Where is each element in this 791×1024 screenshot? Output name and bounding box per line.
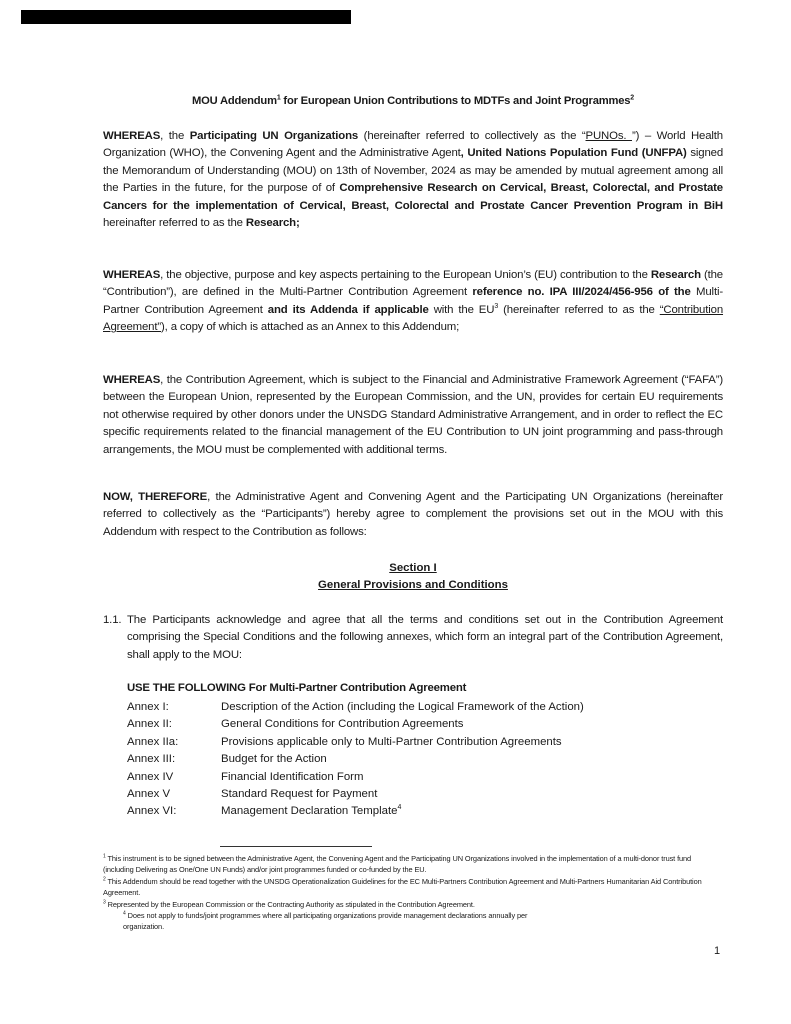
whereas-paragraph-1 (103, 128, 723, 232)
annex-description: Financial Identification Form (221, 770, 364, 783)
footnote-2 (103, 876, 723, 899)
research-title: Comprehensive Research on Cervical, Breast, Colorectal, and Prostate Cancers for the implementation of Cervical, Breast, Colorectal and Prostate Cancer Prevention Program in BiH (103, 182, 723, 212)
annex-label: Annex VI: (127, 805, 177, 818)
annex-description: General Conditions for Contribution Agreements (221, 718, 464, 731)
text: with the EU (428, 303, 495, 316)
whereas-keyword: WHEREAS (103, 374, 161, 386)
text: hereinafter referred to as the (103, 217, 246, 230)
text: (hereinafter referred to collectively as the “ (358, 130, 586, 142)
annex-item (127, 751, 584, 768)
section-number: Section I (389, 562, 437, 574)
text: ”) – World Health Organization (WHO), the Convening Agent and the Administrative Agent (103, 130, 723, 160)
bold-text: and its Addenda if applicable (267, 303, 429, 316)
footnote-number: 1 (103, 853, 106, 860)
annex-description: Description of the Action (including the Logical Framework of the Action) (221, 701, 584, 713)
annex-label: Annex IIa: (127, 735, 179, 748)
footnote-text: Does not apply to funds/joint programmes where all participating organizations provide management declarations annually per (125, 911, 528, 921)
text: (the “Contribution”), are defined in the Multi-Partner Contribution Agreement (103, 269, 723, 299)
annex-label: Annex I: (127, 701, 169, 713)
annex-description-text: Management Declaration Template (221, 805, 398, 818)
annex-label: Annex V (127, 788, 171, 801)
annex-description: Provisions applicable only to Multi-Partner Contribution Agreements (221, 735, 562, 748)
text: Multi-Partner Contribution Agreement (103, 286, 723, 316)
footnote-1 (103, 853, 723, 876)
annex-label: Annex III: (127, 753, 176, 766)
annex-item (127, 769, 584, 786)
bold-text: Research (650, 269, 701, 281)
annex-item (127, 716, 584, 733)
whereas-keyword: WHEREAS (103, 130, 161, 142)
footnote-number: 4 (123, 910, 126, 917)
section-title: General Provisions and Conditions (318, 579, 508, 592)
text: , the Contribution Agreement, which is subject to the Financial and Administrative Framework Agreement (“FAFA”) between the European Union, represented by the European Commission, and the UN, provides for certain EU requirements not otherwise required by other donors under the UNSDG Standard Administrative Arrangement, and in order to reflect the EC specific requirements related to the financial management of the EU Contribution to UN joint programming and pass-through arrangements, the MOU must be complemented with additional terms. (103, 374, 723, 456)
bold-text: , United Nations Population Fund (UNFPA) (460, 147, 687, 160)
annex-label: Annex IV (127, 770, 174, 783)
footnote-ref-4[interactable]: 4 (397, 804, 402, 812)
footnote-ref-1[interactable]: 1 (276, 94, 281, 102)
annex-heading-rest: For Multi-Partner Contribution Agreement (245, 682, 467, 694)
annex-item (127, 786, 584, 803)
document-title (103, 95, 723, 107)
whereas-keyword: WHEREAS (103, 269, 161, 281)
annex-heading-bold: USE THE FOLLOWING (127, 682, 246, 694)
text: , the Administrative Agent and Convening Agent and the Participating UN Organizations (hereinafter referred to collectively as the “Participants”) hereby agree to complement the provisions set out in the MOU with this Addendum with respect to the Contribution as follows: (103, 491, 723, 538)
annex-item (127, 734, 584, 751)
whereas-paragraph-2 (103, 267, 723, 337)
annex-description: Standard Request for Payment (221, 788, 378, 801)
title-text-rest: for European Union Contributions to MDTFs and Joint Programmes (280, 95, 631, 107)
footnotes (103, 853, 723, 933)
annex-description (221, 803, 401, 820)
annex-list-heading (127, 682, 466, 694)
whereas-paragraph-3 (103, 372, 723, 459)
footnote-ref-2[interactable]: 2 (630, 94, 634, 102)
agreement-reference: reference no. IPA III/2024/456-956 of the (472, 286, 691, 299)
text: , the (160, 130, 190, 142)
annex-list (127, 699, 584, 821)
title-text: MOU Addendum (192, 95, 277, 107)
footnote-4 (103, 910, 723, 933)
footnote-number: 2 (103, 876, 106, 883)
annex-item (127, 699, 584, 716)
footnote-text-continued: organization. (123, 922, 165, 932)
now-therefore-paragraph (103, 489, 723, 541)
footnote-text: This instrument is to be signed between the Administrative Agent, the Convening Agent and the Participating UN Organizations involved in the implementation of a multi-donor trust fund (including Delivering as One/One UN Funds) and/or joint programmes funded or co-funded by the EU. (103, 854, 692, 875)
redaction-bar (21, 10, 351, 24)
footnote-ref-3[interactable]: 3 (494, 303, 499, 311)
footnote-text: This Addendum should be read together with the UNSDG Operationalization Guidelines for the EC Multi-Partners Contribution Agreement and Multi-Partners Humanitarian Aid Contribution Agreement. (103, 876, 702, 898)
annex-description: Budget for the Action (221, 753, 327, 766)
contribution-agreement-term: “Contribution Agreement” (103, 303, 724, 334)
annex-item (127, 803, 584, 820)
footnote-number: 3 (103, 899, 106, 906)
footnote-text: Represented by the European Commission or the Contracting Authority as stipulated in the Contribution Agreement. (105, 899, 475, 909)
text: , the objective, purpose and key aspects pertaining to the European Union’s (EU) contribution to the (160, 269, 651, 281)
text: signed the Memorandum of Understanding (MOU) on 13th of November, 2024 as may be amended by mutual agreement among all the Parties in the future, for the purpose of of (103, 147, 724, 195)
clause-number: 1.1. (103, 614, 122, 626)
clause-text: The Participants acknowledge and agree that all the terms and conditions set out in the Contribution Agreement comprising the Special Conditions and the following annexes, which form an integral part of the Contribution Agreement, shall apply to the MOU: (127, 614, 723, 661)
bold-text: Research; (245, 217, 300, 230)
punos-term: PUNOs. (585, 130, 632, 142)
text: (hereinafter referred to as the (498, 303, 660, 316)
bold-text: Participating UN Organizations (189, 130, 359, 142)
clause-1-1 (103, 612, 723, 664)
footnote-3 (103, 899, 723, 910)
page-number: 1 (714, 945, 721, 957)
section-heading (103, 560, 723, 595)
footnote-separator (220, 846, 372, 847)
text: ), a copy of which is attached as an Annex to this Addendum; (161, 321, 460, 334)
now-therefore-keyword: NOW, THEREFORE (103, 491, 208, 503)
annex-label: Annex II: (127, 718, 172, 731)
